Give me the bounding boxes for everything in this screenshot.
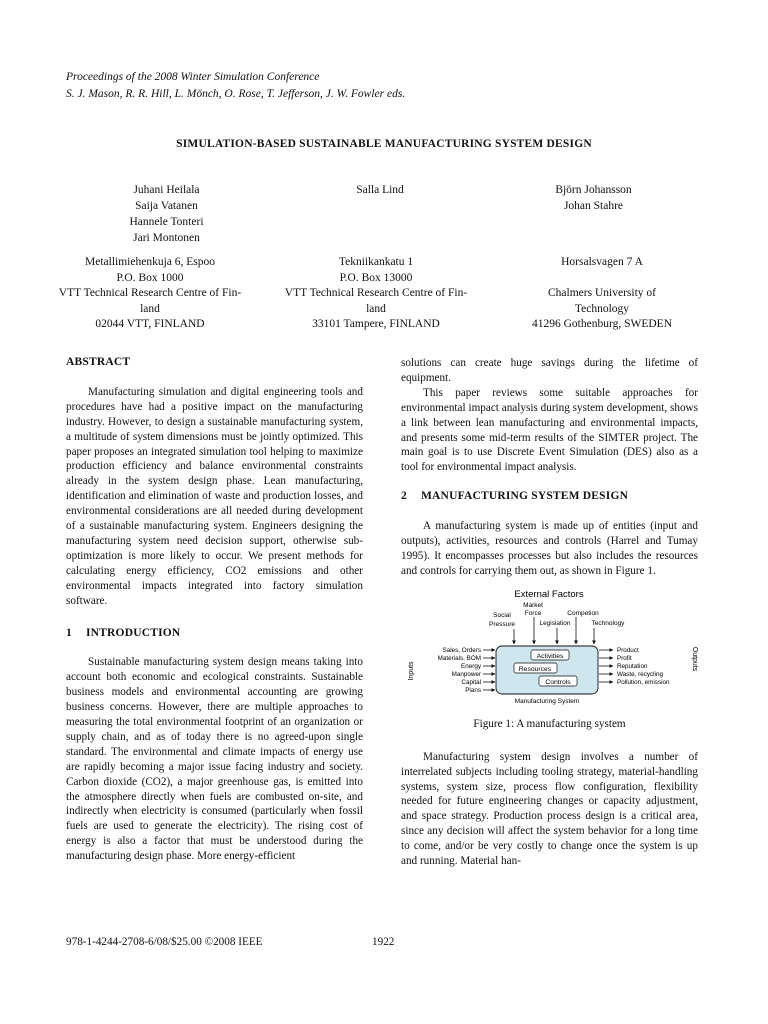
affiliation-street: Metallimiehenkuja 6, Espoo — [85, 256, 215, 268]
author-name: Juhani Heilala — [133, 184, 200, 196]
factor-market-line1: Market — [523, 601, 543, 609]
external-factors-title: External Factors — [514, 588, 584, 600]
author-group-3 — [487, 182, 700, 246]
affiliation-city: 41296 Gothenburg, SWEDEN — [531, 318, 672, 330]
abstract-text: Manufacturing simulation and digital engineering tools and procedures have had a positive impact on the manufacturing industry. However, to design a sustainable manufacturing system, a multitude of system dimensions must be jointly optimized. This paper proposes an integrated simulation tool helping to maximize production efficiency and balance environmental constraints already in the system design phase. Lean manufacturing, identification and elimination of waste and production losses, and environmental considerations are all needed during development of a sustainable manufacturing system. Engineers designing the manufacturing system need decision support, otherwise sub-optimization is more likely to occur. We present methods for calculating energy efficiency, CO2 emissions and other environmental impacts integrated into factory simulation software. — [66, 385, 363, 607]
affiliation-city: 02044 VTT, FINLAND — [95, 318, 205, 330]
proceedings-header — [66, 69, 405, 103]
affiliation-spacer — [492, 271, 712, 287]
factor-social-line2: Pressure — [488, 620, 516, 628]
factor-social-line1: Social — [493, 611, 511, 619]
affiliation-org: land — [366, 302, 386, 315]
section-number: 1 — [66, 626, 72, 639]
affiliation-box: P.O. Box 13000 — [339, 271, 413, 284]
input-energy: Energy — [461, 662, 481, 670]
output-waste-recycling: Waste, recycling — [617, 670, 663, 678]
manufacturing-system-diagram — [401, 587, 698, 705]
input-materials-bom: Materials, BOM — [437, 654, 481, 662]
controls-label: Controls — [545, 678, 571, 686]
affiliation-street: Horsalsvagen 7 A — [561, 256, 643, 268]
author-group-1 — [60, 182, 273, 246]
affiliation-city: 33101 Tampere, FINLAND — [312, 318, 440, 330]
system-design-paragraph: Manufacturing system design involves a number of interrelated subjects including tooling strategy, material-handling systems, system size, process flow configuration, flexibility needed for future engineering changes or capacity adjustment, and space strategy. Production process design is a critical area, since any decision will affect the system behavior for a long time to come, and/or be very costly to change once the system is up and running. Material han- — [401, 750, 698, 868]
author-name: Johan Stahre — [563, 200, 624, 212]
affiliation-3 — [492, 255, 712, 333]
left-column — [66, 355, 363, 864]
author-name: Salla Lind — [356, 184, 404, 196]
section-title: MANUFACTURING SYSTEM DESIGN — [421, 490, 629, 503]
affiliation-org: Technology — [574, 302, 630, 315]
footer-isbn: 978-1-4244-2708-6/08/$25.00 ©2008 IEEE — [66, 936, 263, 948]
continued-text: solutions can create huge savings during the lifetime of equipment. — [401, 357, 698, 384]
proceedings-title: Proceedings of the 2008 Winter Simulation Conference — [66, 71, 320, 83]
factor-technology: Technology — [591, 619, 625, 627]
affiliation-2 — [266, 255, 486, 333]
input-sales-orders: Sales, Orders — [442, 646, 481, 654]
input-plans: Plans — [465, 686, 481, 694]
author-list — [60, 182, 700, 246]
section-2-heading — [401, 489, 698, 504]
affiliation-1 — [40, 255, 260, 333]
page-number: 1922 — [372, 936, 395, 948]
figure-manufacturing-system — [401, 587, 698, 705]
section-number: 2 — [401, 490, 407, 503]
output-product: Product — [617, 646, 639, 654]
affiliation-street: Tekniikankatu 1 — [338, 256, 414, 268]
input-capital: Capital — [461, 678, 481, 686]
right-column — [401, 356, 698, 869]
section-1-heading — [66, 626, 363, 641]
factor-legislation: Legislation — [539, 619, 571, 627]
author-name: Saija Vatanen — [135, 200, 198, 212]
introduction-text: Sustainable manufacturing system design means taking into account both economic and ecological constraints. Sustainable business models and environmental accounting are growing business concerns. However, there are multiple approaches to measuring the total environmental footprint of an organization or supply chain, and as of today there is no agreed-upon single standard. The environmental and climate impacts of energy use are rapidly becoming a major issue facing industry and society. Carbon dioxide (CO2), a major greenhouse gas, is emitted into the atmosphere directly when fuels are combusted on-site, and indirectly when electricity is consumed (particularly when fossil fuels are used to generate the electricity). The rising cost of energy is also a factor that must be understood during the manufacturing design phase. More energy-efficient — [66, 656, 363, 863]
proceedings-editors: S. J. Mason, R. R. Hill, L. Mönch, O. Rose, T. Jefferson, J. W. Fowler eds. — [66, 88, 406, 100]
affiliation-org: Chalmers University of — [548, 287, 656, 299]
figure-caption: Figure 1: A manufacturing system — [473, 717, 626, 730]
output-profit: Profit — [617, 654, 632, 662]
outputs-axis-label: Outputs — [691, 646, 698, 672]
output-reputation: Reputation — [617, 662, 648, 670]
resources-label: Resources — [518, 665, 552, 673]
manufacturing-system-paragraph: A manufacturing system is made up of entities (input and outputs), activities, resources and controls (Harrel and Tumay 1995). It encompasses processes but also includes the resources and controls for carrying them out, as shown in Figure 1. — [401, 520, 698, 577]
inputs-axis-label: Inputs — [408, 661, 415, 681]
author-name: Hannele Tonteri — [129, 216, 204, 228]
affiliation-org: VTT Technical Research Centre of Fin- — [58, 287, 242, 299]
factor-competition: Competion — [567, 609, 599, 617]
affiliation-list — [40, 255, 712, 333]
activities-label: Activities — [536, 652, 564, 660]
abstract-heading: ABSTRACT — [66, 356, 131, 368]
affiliation-box: P.O. Box 1000 — [116, 271, 184, 284]
review-paragraph: This paper reviews some suitable approaches for environmental impact analysis during system development, shows a link between lean manufacturing and environmental impacts, and presents some mid-term results of the SIMTER project. The main goal is to use Discrete Event Simulation (DES) also as a tool for environmental impact analysis. — [401, 386, 698, 474]
author-name: Björn Johansson — [555, 184, 632, 196]
affiliation-org: land — [140, 302, 160, 315]
author-name: Jari Montonen — [133, 232, 200, 244]
author-group-2 — [274, 182, 487, 246]
section-title: INTRODUCTION — [86, 626, 181, 639]
input-manpower: Manpower — [451, 670, 481, 678]
factor-market-line2: Force — [524, 609, 542, 617]
manufacturing-system-label: Manufacturing System — [514, 697, 580, 705]
output-pollution-emission: Pollution, emission — [617, 678, 670, 686]
paper-title: SIMULATION-BASED SUSTAINABLE MANUFACTURING SYSTEM DESIGN — [176, 138, 592, 150]
affiliation-org: VTT Technical Research Centre of Fin- — [284, 287, 468, 299]
